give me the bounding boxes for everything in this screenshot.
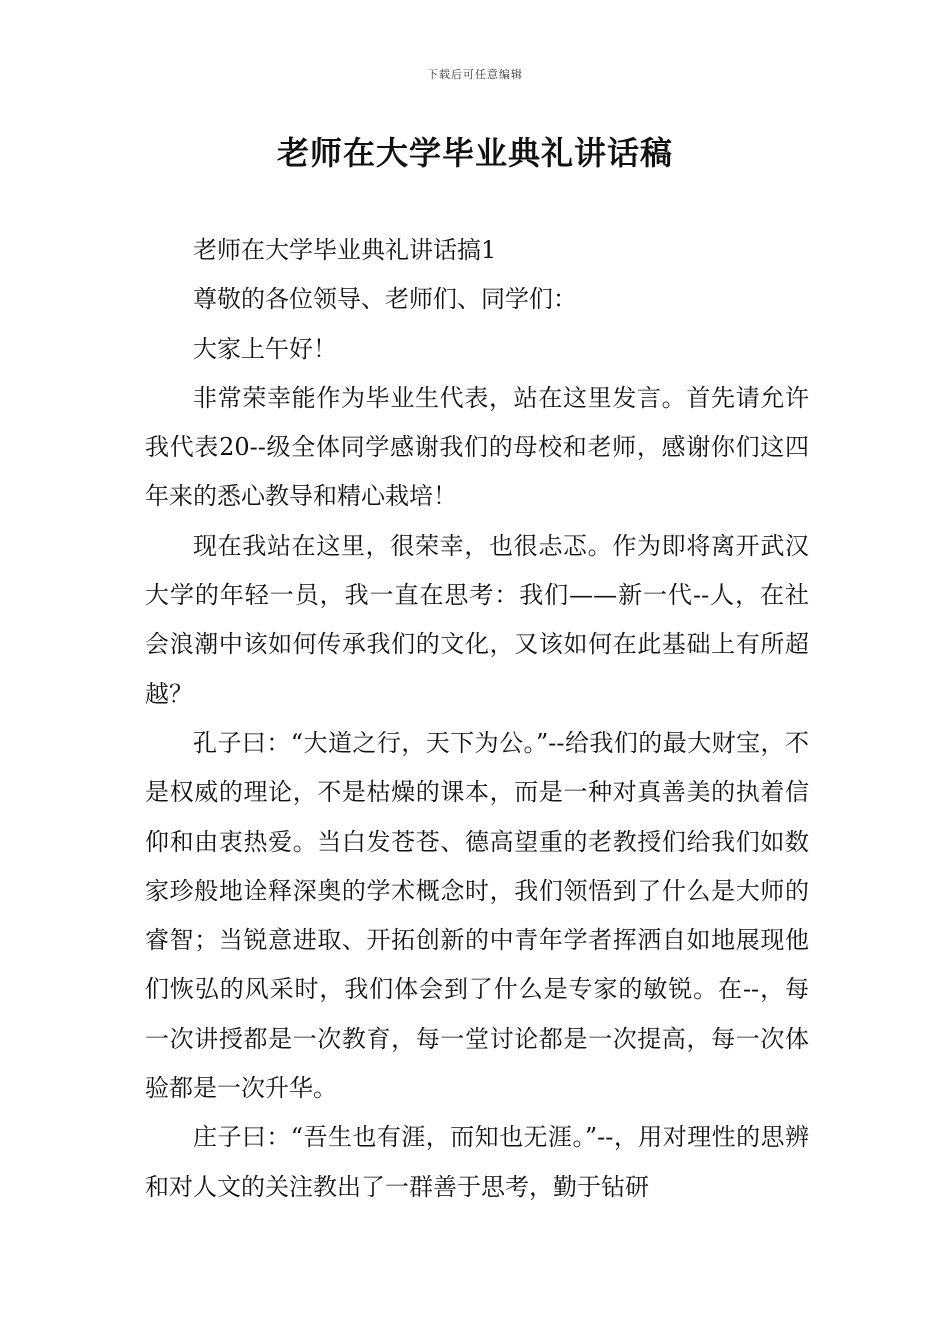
paragraph: 庄子曰：“吾生也有涯，而知也无涯。”--，用对理性的思辨和对人文的关注教出了一群善于思考，勤于钻研 (145, 1123, 809, 1201)
paragraph-subtitle: 老师在大学毕业典礼讲话搞1 (193, 236, 497, 264)
paragraph-salutation: 尊敬的各位领导、老师们、同学们： (193, 285, 577, 314)
paragraph: 现在我站在这里，很荣幸，也很忐忑。作为即将离开武汉大学的年轻一员，我一直在思考：我们——新一代--人，在社会浪潮中该如何传承我们的文化，又该如何在此基础上有所超越？ (145, 531, 809, 708)
document-title: 老师在大学毕业典礼讲话稿 (276, 134, 673, 172)
paragraph: 非常荣幸能作为毕业生代表，站在这里发言。首先请允许我代表20--级全体同学感谢我们的母校和老师，感谢你们这四年来的悉心教导和精心栽培！ (145, 383, 809, 511)
header-note: 下载后可任意编辑 (427, 68, 523, 81)
document-body (145, 226, 809, 1212)
paragraph-greeting: 大家上午好！ (193, 334, 337, 363)
paragraph: 孔子曰：“大道之行，天下为公。”--给我们的最大财宝，不是权威的理论，不是枯燥的课本，而是一种对真善美的执着信仰和由衷热爱。当白发苍苍、德高望重的老教授们给我们如数家珍般地诠释深奥的学术概念时，我们领悟到了什么是大师的睿智；当锐意进取、开拓创新的中青年学者挥洒自如地展现他们恢弘的风采时，我们体会到了什么是专家的敏锐。在--，每一次讲授都是一次教育，每一堂讨论都是一次提高，每一次体验都是一次升华。 (145, 728, 809, 1103)
